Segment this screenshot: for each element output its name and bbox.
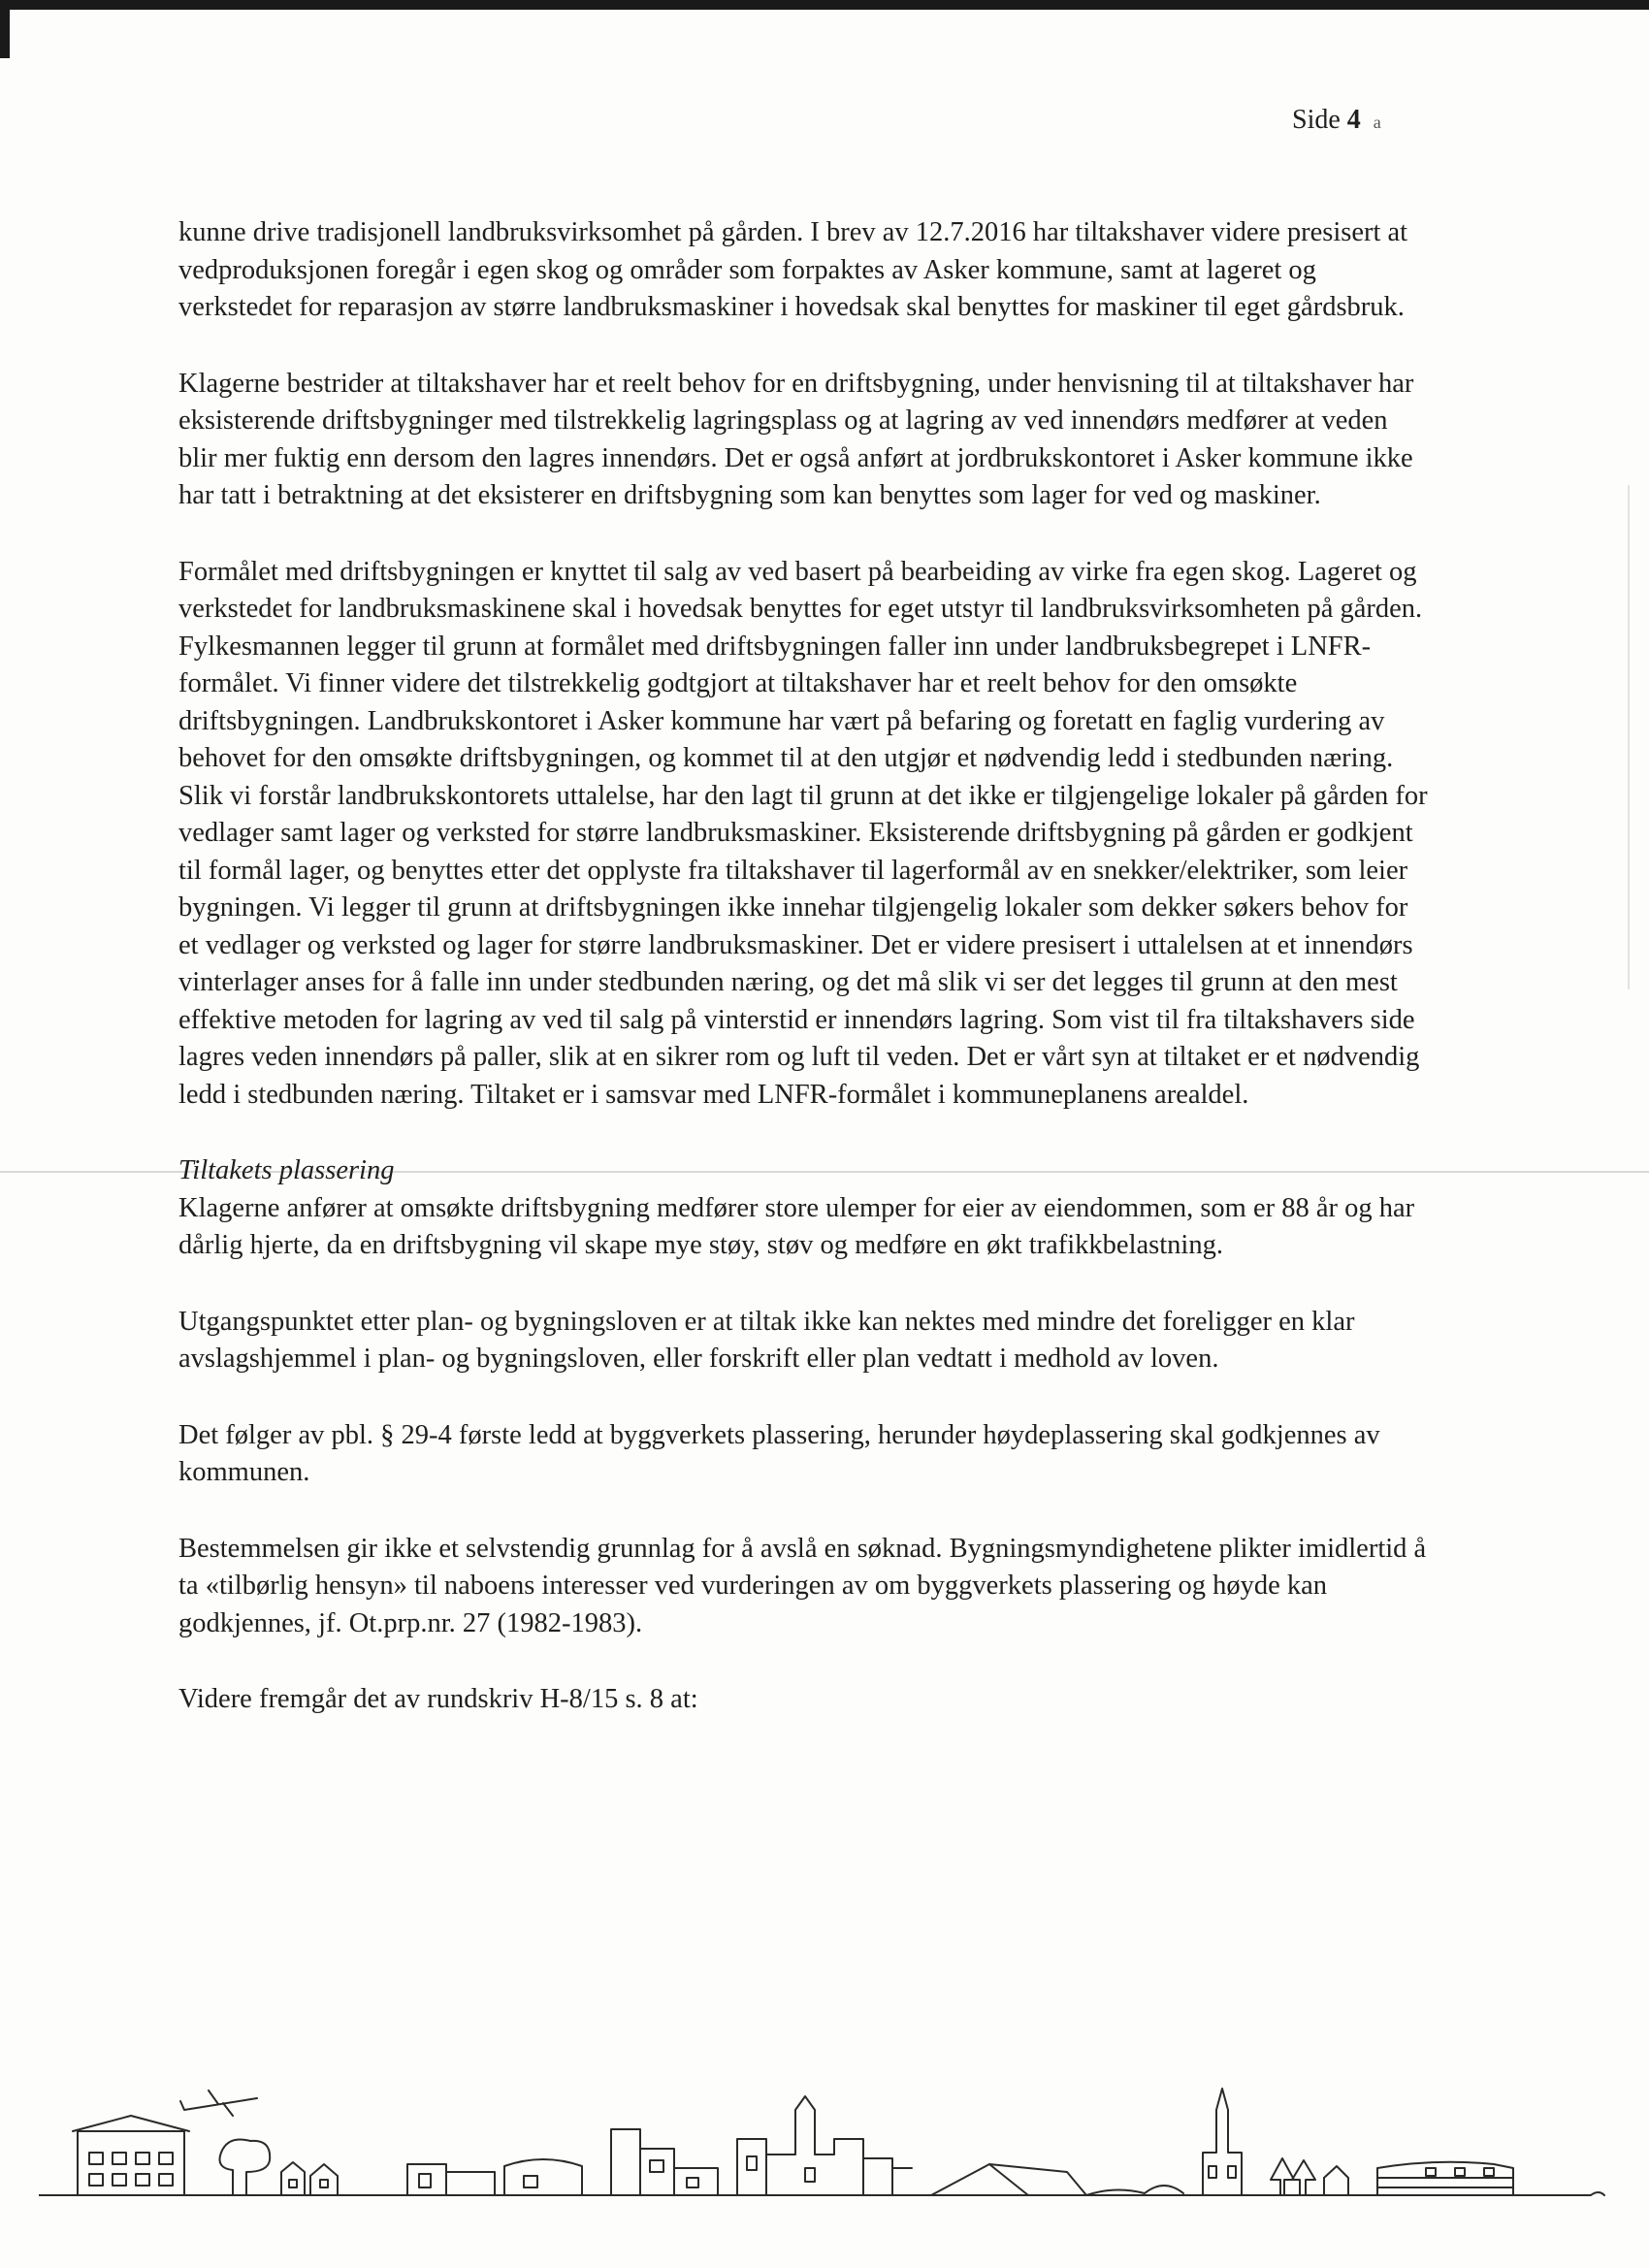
paragraph: Klagerne bestrider at tiltakshaver har et reelt behov for en driftsbygning, under henvisning til at tiltakshaver har eksisterende driftsbygninger med tilstrekkelig lagringsplass og at lagring av ved innendørs medfører at veden blir mer fuktig enn dersom den lagres innendørs. Det er også anført at jordbrukskontoret i Asker kommune ikke har tatt i betraktning at det eksisterer en driftsbygning som kan benyttes som lager for ved og maskiner. bbox=[178, 368, 1414, 510]
paragraph: Klagerne anfører at omsøkte driftsbygning medfører store ulemper for eier av eiendommen, som er 88 år og har dårlig hjerte, da en driftsbygning vil skape mye støy, støv og medføre en økt trafikkbelastning. bbox=[178, 1192, 1415, 1260]
paragraph: Videre fremgår det av rundskriv H-8/15 s. 8 at: bbox=[178, 1684, 698, 1714]
paragraph: kunne drive tradisjonell landbruksvirksomhet på gården. I brev av 12.7.2016 har tiltakshaver videre presisert at vedproduksjonen foregår i egen skog og områder som forpaktes av Asker kommune, samt at lageret og verkstedet for reparasjon av større landbruksmaskiner i hovedsak skal benyttes for maskiner til eget gårdsbruk. bbox=[178, 217, 1408, 322]
scan-top-edge bbox=[0, 0, 1649, 10]
page-number-header bbox=[1292, 105, 1381, 136]
paragraph: Bestemmelsen gir ikke et selvstendig grunnlag for å avslå en søknad. Bygningsmyndighetene plikter imidlertid å ta «tilbørlig hensyn» til naboens interesser ved vurderingen av om byggverkets plassering og høyde kan godkjennes, jf. Ot.prp.nr. 27 (1982-1983). bbox=[178, 1533, 1427, 1638]
page-label: Side bbox=[1292, 105, 1341, 135]
paragraph: Formålet med driftsbygningen er knyttet til salg av ved basert på bearbeiding av virke fra egen skog. Lageret og verkstedet for landbruksmaskinene skal i hovedsak benyttes for eget utstyr til landbruksvirksomheten på gården. Fylkesmannen legger til grunn at formålet med driftsbygningen faller inn under landbruksbegrepet i LNFR-formålet. Vi finner videre det tilstrekkelig godtgjort at tiltakshaver har et reelt behov for den omsøkte driftsbygningen. Landbrukskontoret i Asker kommune har vært på befaring og foretatt en faglig vurdering av behovet for den omsøkte driftsbygningen, og kommet til at den utgjør et nødvendig ledd i stedbunden næring. Slik vi forstår landbrukskontorets uttalelse, har den lagt til grunn at det ikke er tilgjengelige lokaler på gården for vedlager samt lager og verksted for større landbruksmaskiner. Eksisterende driftsbygning på gården er godkjent til formål lager, og benyttes etter det opplyste fra tiltakshaver til lagerformål av en snekker/elektriker, som leier bygningen. Vi legger til grunn at driftsbygningen ikke innehar tilgjengelig lokaler som dekker søkers behov for et vedlager og verksted og lager for større landbruksmaskiner. Det er videre presisert i uttalelsen at et innendørs vinterlager anses for å falle inn under stedbunden næring, og det må slik vi ser det legges til grunn at den mest effektive metoden for lagring av ved til salg på vinterstid er innendørs lagring. Som vist til fra tiltakshavers side lagres veden innendørs på paller, slik at en sikrer rom og luft til veden. Det er vårt syn at tiltaket er et nødvendig ledd i stedbunden næring. Tiltaket er i samsvar med LNFR-formålet i kommuneplanens arealdel. bbox=[178, 556, 1428, 1110]
paragraph: Utgangspunktet etter plan- og bygningsloven er at tiltak ikke kan nektes med mindre det foreligger en klar avslagshjemmel i plan- og bygningsloven, eller forskrift eller plan vedtatt i medhold av loven. bbox=[178, 1306, 1355, 1374]
scan-right-shadow bbox=[1628, 485, 1630, 989]
section-heading: Tiltakets plassering bbox=[178, 1155, 395, 1185]
scan-left-edge bbox=[0, 0, 10, 58]
page-number: 4 bbox=[1346, 105, 1361, 135]
paragraph: Det følger av pbl. § 29-4 første ledd at byggverkets plassering, herunder høydeplassering skal godkjennes av kommunen. bbox=[178, 1419, 1380, 1487]
document-body bbox=[178, 214, 1430, 1758]
page-mark: a bbox=[1373, 113, 1381, 132]
town-skyline-illustration bbox=[39, 2071, 1610, 2217]
